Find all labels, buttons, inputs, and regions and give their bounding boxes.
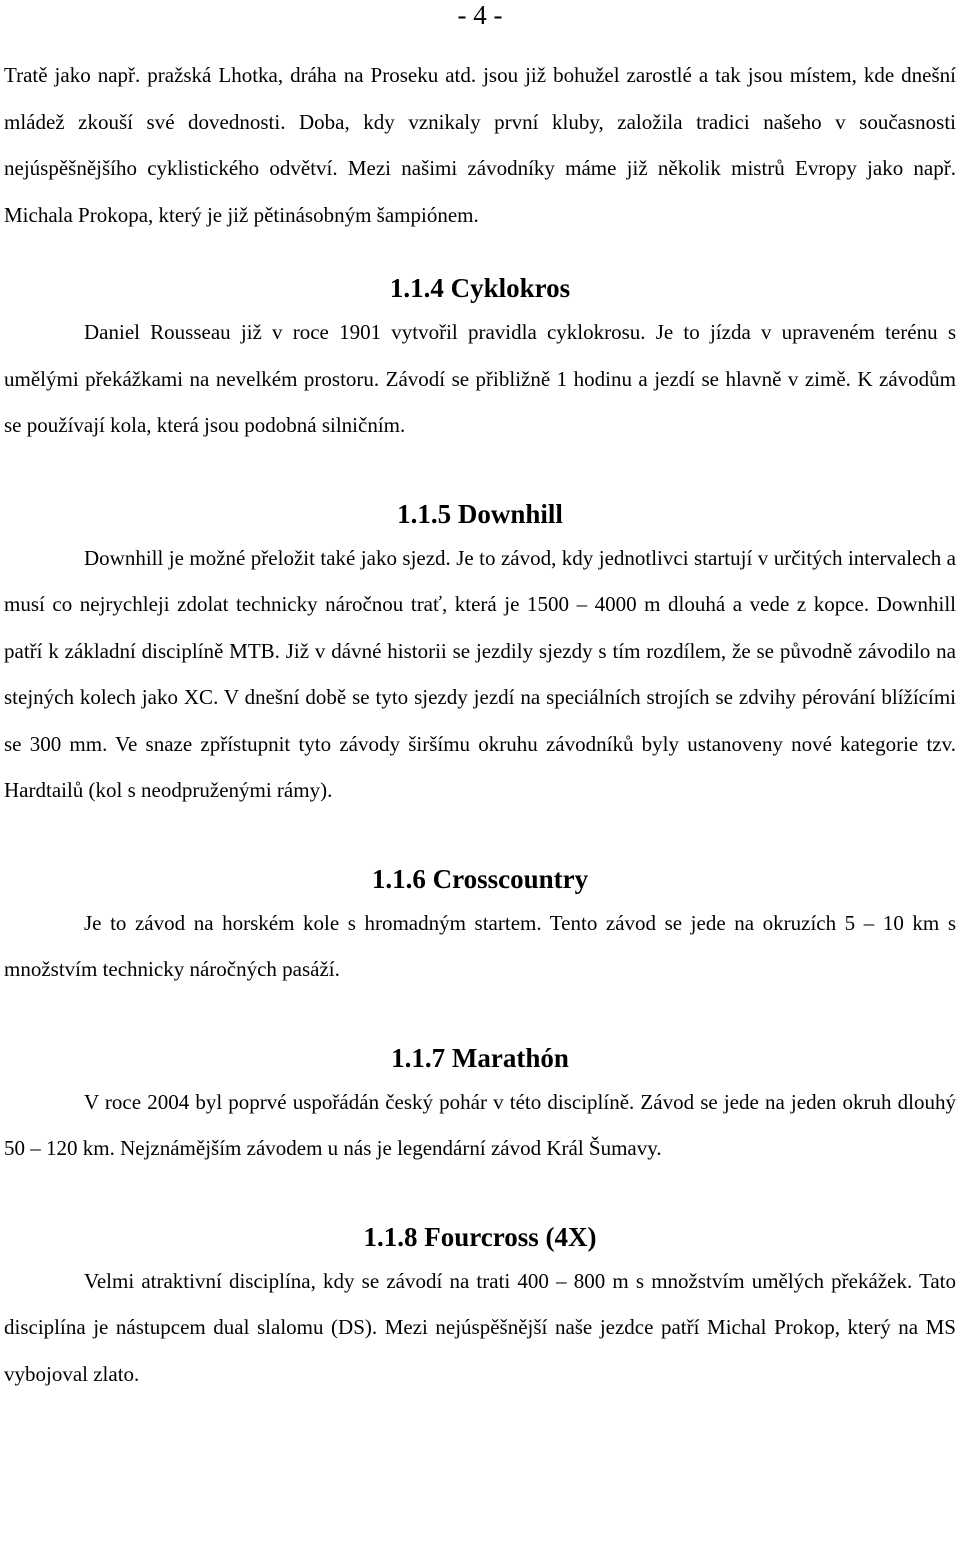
- section-fourcross: [4, 1216, 956, 1398]
- section-paragraph: V roce 2004 byl poprvé uspořádán český pohár v této disciplíně. Závod se jede na jeden okruh dlouhý 50 – 120 km. Nejznámějším závodem u nás je legendární závod Král Šumavy.: [4, 1089, 956, 1160]
- section-marathon: [4, 1037, 956, 1172]
- section-heading: 1.1.4 Cyklokros: [389, 273, 571, 303]
- section-crosscountry: [4, 858, 956, 993]
- section-heading: 1.1.7 Marathón: [391, 1042, 569, 1073]
- section-heading: 1.1.6 Crosscountry: [371, 863, 589, 894]
- section-paragraph: Je to závod na horském kole s hromadným startem. Tento závod se jede na okruzích 5 – 10 km s množstvím technicky náročných pasáží.: [4, 910, 956, 981]
- page-number: - 4 -: [457, 0, 503, 30]
- intro-paragraph: Tratě jako např. pražská Lhotka, dráha na Proseku atd. jsou již bohužel zarostlé a tak jsou místem, kde dnešní mládež zkouší své dovednosti. Doba, kdy vznikaly první kluby, založila tradici našeho v současnosti nejúspěšnějšího cyklistického odvětví. Mezi našimi závodníky máme již několik mistrů Evropy jako např. Michala Prokopa, který je již pětinásobným šampiónem.: [4, 63, 956, 227]
- section-paragraph: Downhill je možné přeložit také jako sjezd. Je to závod, kdy jednotlivci startují v určitých intervalech a musí co nejrychleji zdolat technicky náročnou trať, která je 1500 – 4000 m dlouhá a vede z kopce. Downhill patří k základní disciplíně MTB. Již v dávné historii se jezdily sjezdy s tím rozdílem, že se původně závodilo na stejných kolech jako XC. V dnešní době se tyto sjezdy jezdí na speciálních strojích se zdvihy pérování blížícími se 300 mm. Ve snaze zpřístupnit tyto závody širšímu okruhu závodníků byly ustanoveny nové kategorie tzv. Hardtailů (kol s neodpruženými rámy).: [4, 545, 956, 802]
- page-content: [4, 52, 956, 1397]
- section-downhill: [4, 493, 956, 814]
- section-paragraph: Daniel Rousseau již v roce 1901 vytvořil pravidla cyklokrosu. Je to jízda v upraveném terénu s umělými překážkami na nevelkém prostoru. Závodí se přibližně 1 hodinu a jezdí se hlavně v zimě. K závodům se používají kola, která jsou podobná silničním.: [4, 320, 956, 437]
- section-heading: 1.1.5 Downhill: [397, 498, 563, 529]
- section-cyklokros: [4, 267, 956, 449]
- section-heading: 1.1.8 Fourcross (4X): [363, 1221, 597, 1252]
- section-paragraph: Velmi atraktivní disciplína, kdy se závodí na trati 400 – 800 m s množstvím umělých překážek. Tato disciplína je nástupcem dual slalomu (DS). Mezi nejúspěšnější naše jezdce patří Michal Prokop, který na MS vybojoval zlato.: [4, 1268, 956, 1386]
